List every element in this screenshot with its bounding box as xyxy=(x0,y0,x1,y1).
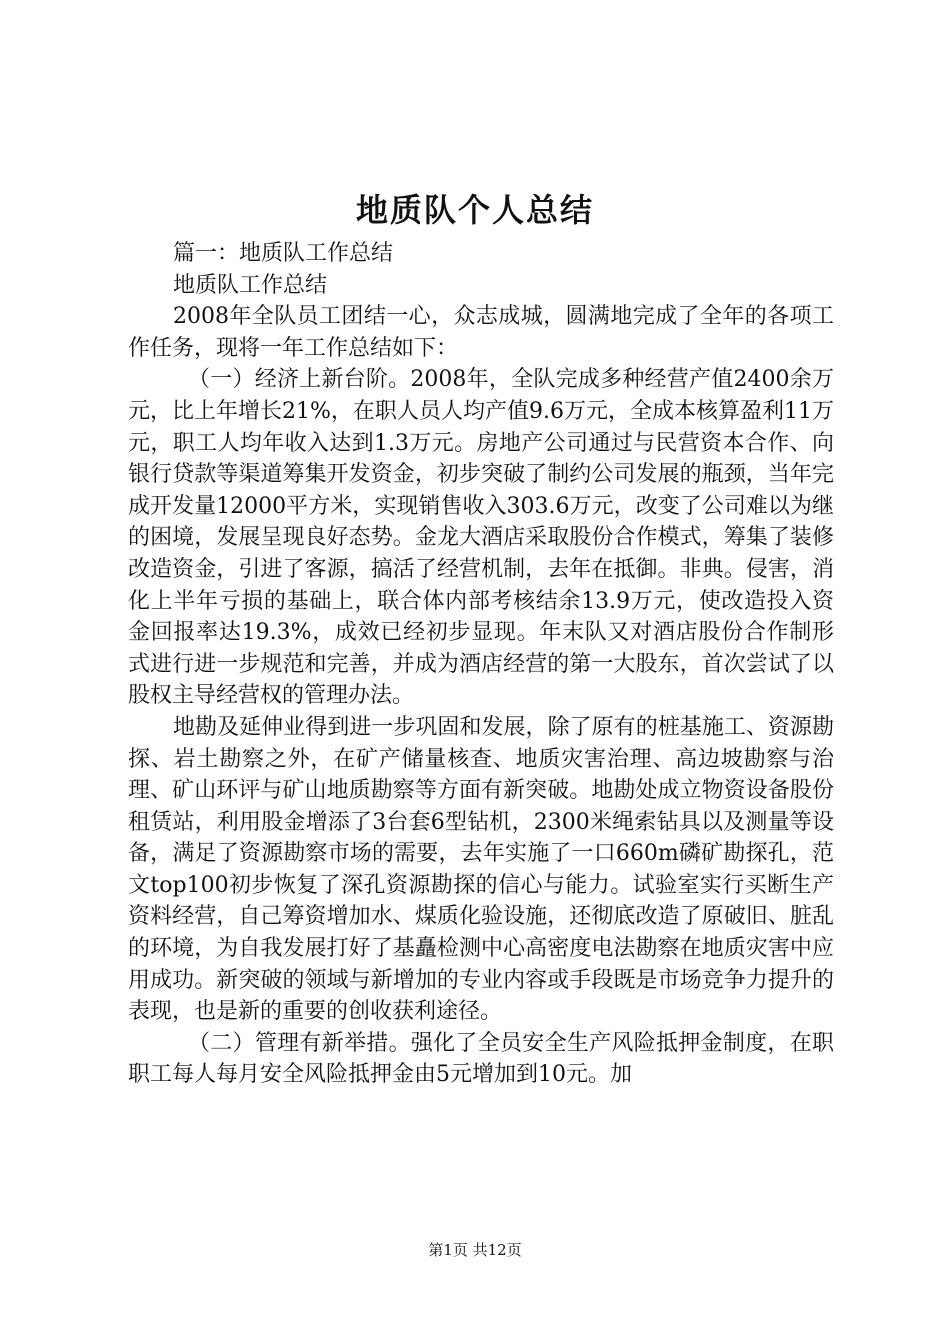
paragraph: （一）经济上新台阶。2008年，全队完成多种经营产值2400余万元，比上年增长21%，在职人员人均产值9.6万元，全成本核算盈利11万元，职工人均年收入达到1.3万元。房地产公司通过与民营资本合作、向银行贷款等渠道筹集开发资金，初步突破了制约公司发展的瓶颈，当年完成开发量12000平方米，实现销售收入303.6万元，改变了公司难以为继的困境，发展呈现良好态势。金龙大酒店采取股份合作模式，筹集了装修改造资金，引进了客源，搞活了经营机制，去年在抵御。非典。侵害，消化上半年亏损的基础上，联合体内部考核结余13.9万元，使改造投入资金回报率达19.3%，成效已经初步显现。年末队又对酒店股份合作制形式进行进一步规范和完善，并成为酒店经营的第一大股东，首次尝试了以股权主导经营权的管理办法。 xyxy=(128,367,835,709)
article-subtitle: 篇一：地质队工作总结 xyxy=(173,241,394,266)
document-title: 地质队个人总结 xyxy=(355,191,594,229)
paragraph: 2008年全队员工团结一心，众志成城，圆满地完成了全年的各项工作任务，现将一年工作总结如下： xyxy=(128,304,834,361)
section-title: 地质队工作总结 xyxy=(173,272,328,298)
paragraph: 地勘及延伸业得到进一步巩固和发展，除了原有的桩基施工、资源勘探、岩土勘察之外，在矿产储量核查、地质灾害治理、高边坡勘察与治理、矿山环评与矿山地质勘察等方面有新突破。地勘处成立物资设备股份租赁站，利用股金增添了3台套6型钻机，2300米绳索钻具以及测量等设备，满足了资源勘察市场的需要，去年实施了一口660m磷矿勘探孔，范文top100初步恢复了深孔资源勘探的信心与能力。试验室实行买断生产资料经营，自己筹资增加水、煤质化验设施，还彻底改造了原破旧、脏乱的环境，为自我发展打好了基矗检测中心高密度电法勘察在地质灾害中应用成功。新突破的领域与新增加的专业内容或手段既是市场竞争力提升的表现，也是新的重要的创收获利途径。 xyxy=(128,714,834,1025)
paragraph: （二）管理有新举措。强化了全员安全生产风险抵押金制度，在职职工每人每月安全风险抵押金由5元增加到10元。加 xyxy=(128,1030,834,1088)
page-number-footer: 第1页 共12页 xyxy=(428,1241,522,1259)
document-body xyxy=(128,238,834,1091)
